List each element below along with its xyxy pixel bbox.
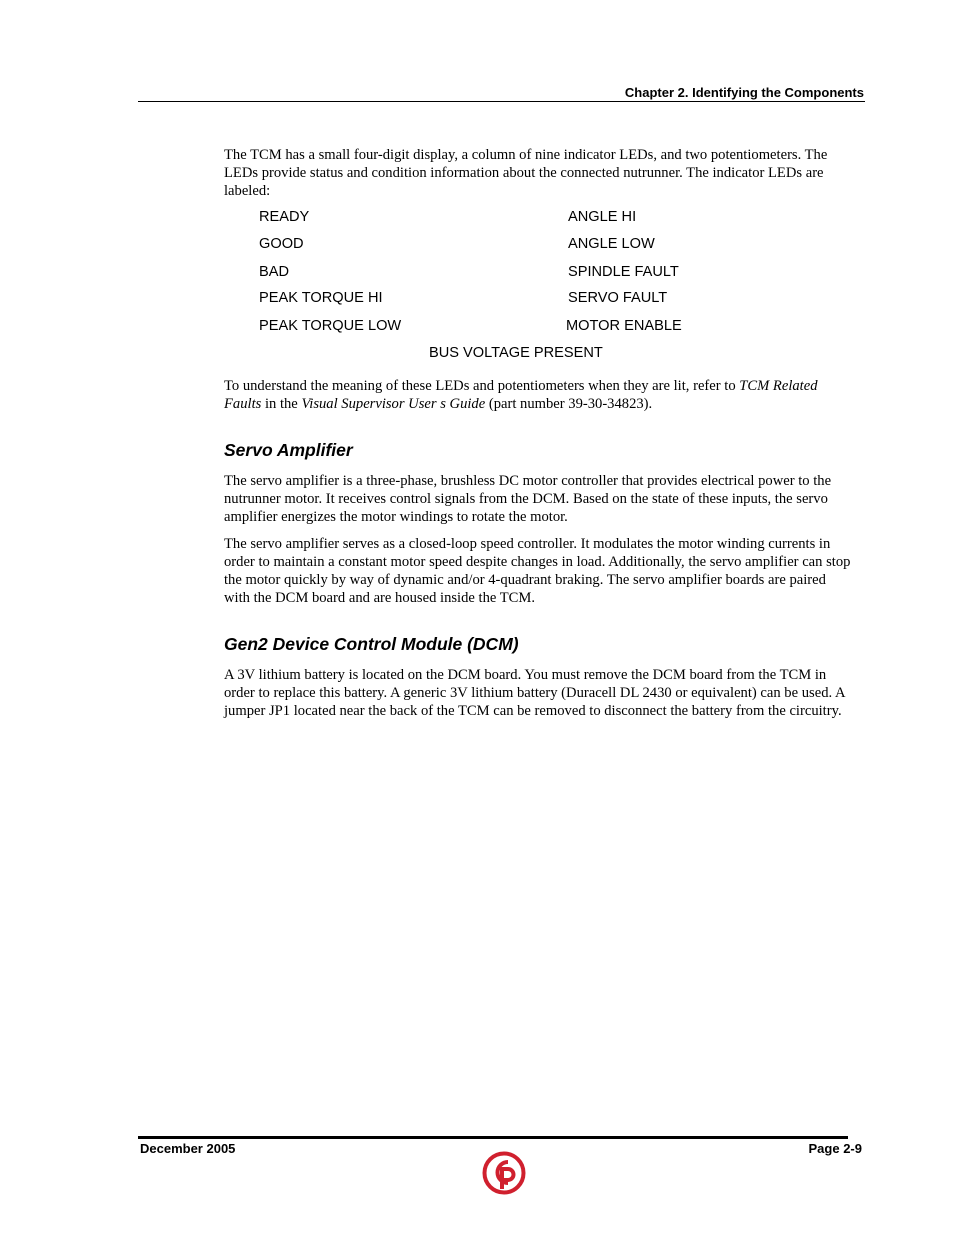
led-label-center: BUS VOLTAGE PRESENT (429, 345, 603, 361)
reference-paragraph: To understand the meaning of these LEDs and potentiometers when they are lit, refer to TCM Related Faults in the Visual Supervisor User s Guide (part number 39-30-34823). (224, 378, 818, 412)
dcm-paragraph: A 3V lithium battery is located on the DCM board. You must remove the DCM board from the TCM in order to replace this battery. A generic 3V lithium battery (Duracell DL 2430 or equivalent) can be used. A jumper JP1 located near the back of the TCM can be removed to disconnect the battery from the circuitry. (224, 667, 845, 719)
led-label: PEAK TORQUE HI (259, 290, 383, 306)
led-label: SPINDLE FAULT (568, 264, 679, 280)
led-label: ANGLE HI (568, 209, 637, 225)
led-label: MOTOR ENABLE (566, 318, 682, 334)
footer-date: December 2005 (140, 1141, 236, 1156)
intro-paragraph: The TCM has a small four-digit display, a column of nine indicator LEDs, and two potentiometers. The LEDs provide status and condition information about the connected nutrunner. The indicator LEDs are labeled: (224, 147, 828, 199)
dcm-heading: Gen2 Device Control Module (DCM) (224, 634, 519, 654)
servo-paragraph-1: The servo amplifier is a three-phase, brushless DC motor controller that provides electrical power to the nutrunner motor. It receives control signals from the DCM. Based on the state of these inputs, the servo amplifier energizes the motor windings to rotate the motor. (224, 473, 832, 525)
led-label: GOOD (259, 236, 304, 252)
tcm-related-faults-ref: TCM Related Faults (224, 378, 818, 412)
header-rule (138, 101, 865, 102)
chapter-title: Chapter 2. Identifying the Components (624, 85, 864, 100)
cp-logo-icon (482, 1150, 526, 1196)
footer-page-number: Page 2-9 (808, 1141, 862, 1156)
led-label: SERVO FAULT (568, 290, 668, 306)
visual-supervisor-guide-ref: Visual Supervisor User s Guide (301, 396, 486, 412)
servo-paragraph-2: The servo amplifier serves as a closed-loop speed controller. It modulates the motor winding currents in order to maintain a constant motor speed despite changes in load. Additionally, the servo amplifier can stop the motor quickly by way of dynamic and/or 4-quadrant braking. The servo amplifier boards are paired with the DCM board and are housed inside the TCM. (224, 536, 851, 606)
led-label: BAD (259, 264, 290, 280)
led-label: PEAK TORQUE LOW (259, 318, 402, 334)
led-label: ANGLE LOW (568, 236, 655, 252)
led-label: READY (259, 209, 310, 225)
footer-rule (138, 1136, 848, 1139)
servo-amplifier-heading: Servo Amplifier (224, 440, 353, 460)
